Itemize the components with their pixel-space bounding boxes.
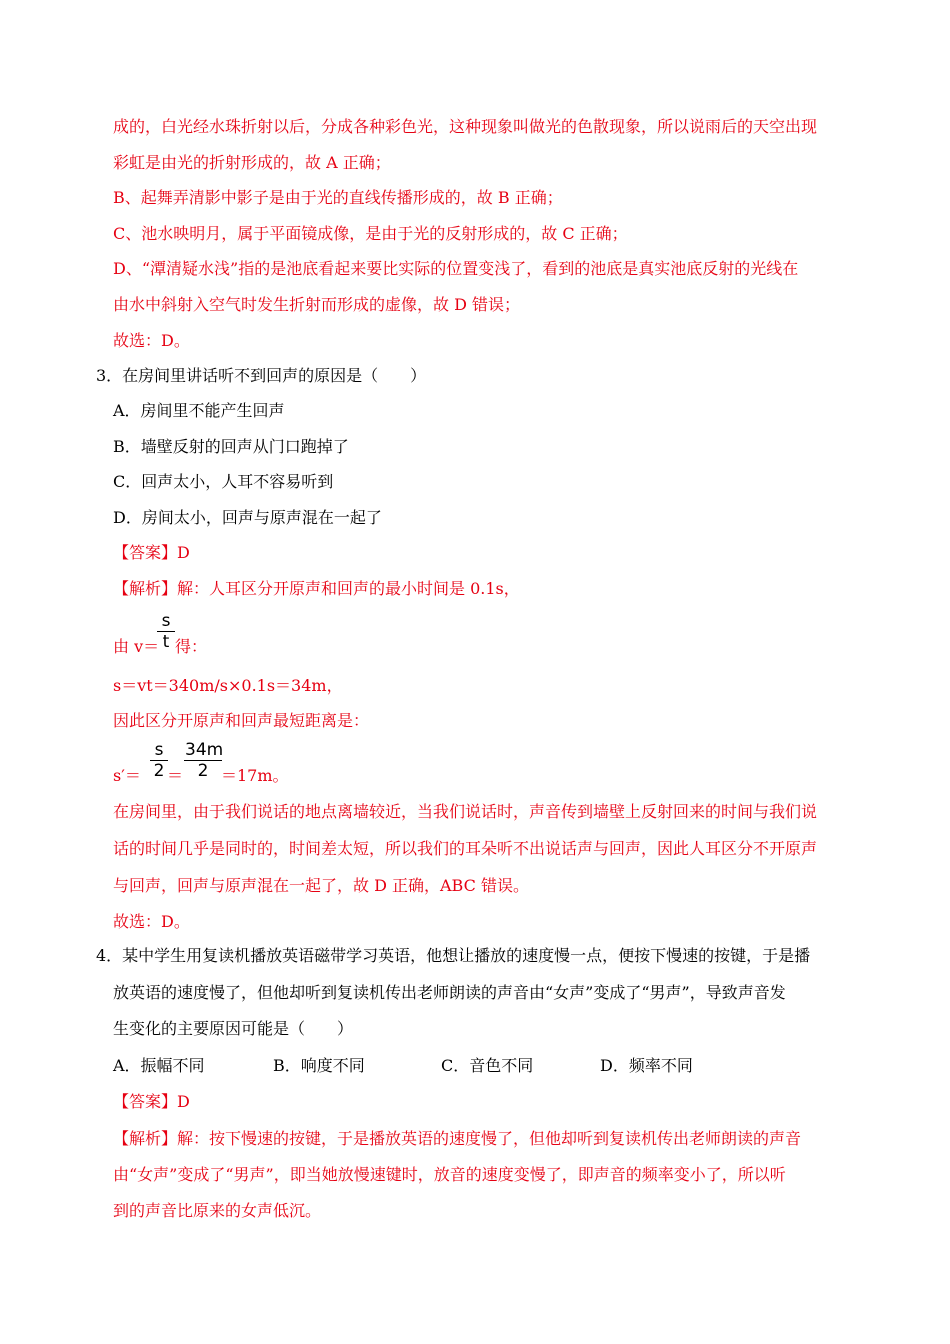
fraction-34m-over-2: [184, 741, 222, 780]
q3-option-a: A．房间里不能产生回声: [113, 401, 285, 420]
fraction-s-over-t: [157, 612, 175, 651]
fraction-denominator: 2: [197, 761, 209, 781]
fraction-denominator: 2: [153, 761, 165, 781]
formula-s-prime-prefix: s′＝: [113, 766, 141, 785]
q2-analysis-line-1: 成的，白光经水珠折射以后，分成各种彩色光，这种现象叫做光的色散现象，所以说雨后的天空出现: [113, 117, 818, 136]
q3-choose: 故选：D。: [113, 912, 190, 931]
q2-choose: 故选：D。: [113, 331, 190, 350]
fraction-denominator: t: [162, 632, 170, 652]
formula-v-prefix: 由 v＝: [113, 637, 160, 656]
q3-answer: [113, 542, 190, 564]
q2-analysis-line-4: C、池水映明月，属于平面镜成像，是由于光的反射形成的，故 C 正确；: [113, 224, 628, 243]
q3-s-calc: s＝vt＝340m/s×0.1s＝34m，: [113, 676, 343, 695]
answer-label: 【答案】: [113, 543, 178, 562]
q3-analysis-line-1: [113, 578, 520, 600]
analysis-label: 【解析】: [113, 579, 178, 598]
fraction-numerator: s: [150, 741, 168, 761]
fraction-numerator: 34m: [185, 740, 224, 760]
q2-analysis-line-6: 由水中斜射入空气时发生折射而形成的虚像，故 D 错误；: [113, 295, 521, 314]
q3-explanation-3: 与回声，回声与原声混在一起了，故 D 正确，ABC 错误。: [113, 876, 529, 895]
q4-analysis-line-2: 由“女声”变成了“男声”，即当她放慢速键时，放音的速度变慢了，即声音的频率变小了，所以听: [113, 1165, 786, 1184]
answer-label: 【答案】: [113, 1092, 178, 1111]
fraction-numerator: s: [157, 612, 175, 632]
analysis-text: 解：人耳区分开原声和回声的最小时间是 0.1s，: [177, 579, 520, 598]
q4-analysis-line-1: [113, 1128, 801, 1150]
q3-option-c: C．回声太小，人耳不容易听到: [113, 472, 334, 491]
q2-analysis-line-5: D、“潭清疑水浅”指的是池底看起来要比实际的位置变浅了，看到的池底是真实池底反射的光线在: [113, 259, 799, 278]
formula-s-prime-result: ＝17m。: [221, 766, 289, 785]
q3-option-d: D．房间太小，回声与原声混在一起了: [113, 508, 382, 527]
q4-option-c: C．音色不同: [441, 1056, 534, 1075]
q4-option-a: A．振幅不同: [113, 1056, 205, 1075]
q3-explanation-2: 话的时间几乎是同时的，时间差太短，所以我们的耳朵听不出说话声与回声，因此人耳区分不开原声: [113, 839, 818, 858]
q4-option-b: B．响度不同: [273, 1056, 365, 1075]
answer-value: D: [177, 1092, 190, 1111]
q3-shortest-distance: 因此区分开原声和回声最短距离是：: [113, 711, 370, 730]
q4-stem-3: 生变化的主要原因可能是（ ）: [113, 1019, 354, 1038]
answer-value: D: [177, 543, 190, 562]
analysis-text: 解：按下慢速的按键，于是播放英语的速度慢了，但他却听到复读机传出老师朗读的声音: [177, 1129, 802, 1148]
q2-analysis-line-3: B、起舞弄清影中影子是由于光的直线传播形成的，故 B 正确；: [113, 188, 563, 207]
analysis-label: 【解析】: [113, 1129, 178, 1148]
formula-v-suffix: 得：: [175, 637, 208, 656]
q4-answer: [113, 1091, 190, 1113]
q3-stem: 3．在房间里讲话听不到回声的原因是（ ）: [96, 366, 427, 385]
q4-option-d: D．频率不同: [600, 1056, 693, 1075]
q3-explanation-1: 在房间里，由于我们说话的地点离墙较近，当我们说话时，声音传到墙壁上反射回来的时间与我们说: [113, 802, 818, 821]
formula-equals: ＝: [167, 766, 184, 785]
q4-analysis-line-3: 到的声音比原来的女声低沉。: [113, 1201, 322, 1220]
q3-option-b: B．墙壁反射的回声从门口跑掉了: [113, 437, 349, 456]
fraction-s-over-2: [150, 741, 168, 780]
q2-analysis-line-2: 彩虹是由光的折射形成的，故 A 正确；: [113, 153, 391, 172]
q4-stem-2: 放英语的速度慢了，但他却听到复读机传出老师朗读的声音由“女声”变成了“男声”，导致声音发: [113, 983, 786, 1002]
q4-stem-1: 4．某中学生用复读机播放英语磁带学习英语，他想让播放的速度慢一点，便按下慢速的按键，于是播: [96, 946, 811, 965]
